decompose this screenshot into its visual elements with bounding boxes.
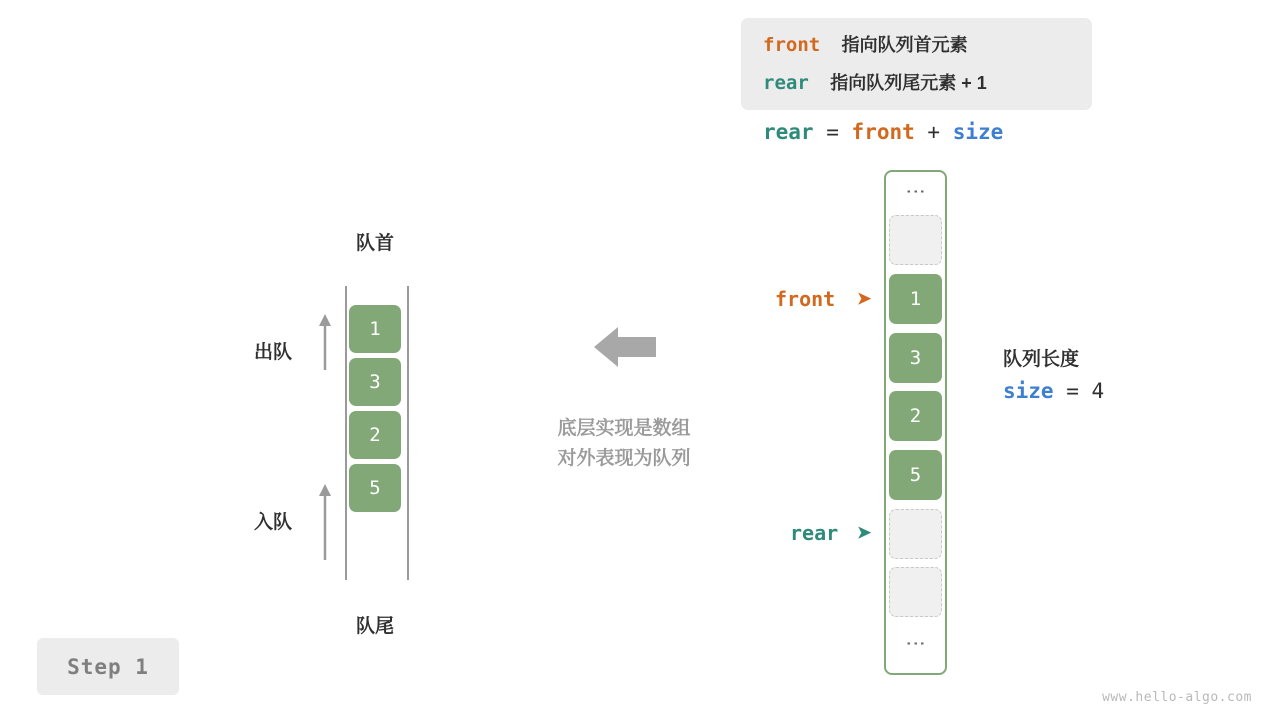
rear-pointer-label: rear xyxy=(790,521,839,545)
queue-cell: 3 xyxy=(349,358,401,406)
array-cell: 3 xyxy=(889,333,942,383)
formula-equals: = xyxy=(826,120,839,144)
formula-size: size xyxy=(952,120,1004,144)
watermark: www.hello-algo.com xyxy=(1102,690,1252,705)
array-bottom-ellipsis xyxy=(889,624,942,664)
dequeue-label: 出队 xyxy=(254,342,293,363)
dequeue-arrow-icon xyxy=(314,314,336,370)
rear-description-text: 指向队列尾元素 + 1 xyxy=(830,73,987,93)
middle-caption-line2: 对外表现为队列 xyxy=(557,448,691,469)
enqueue-arrow-icon xyxy=(314,484,336,560)
queue-tail-label: 队尾 xyxy=(355,616,394,637)
queue-length-caption: 队列长度 xyxy=(1003,349,1080,370)
array-top-ellipsis xyxy=(889,172,942,212)
formula-plus: + xyxy=(927,120,941,144)
array-cell: 2 xyxy=(889,391,942,441)
queue-rail-right xyxy=(407,286,409,580)
queue-cell: 2 xyxy=(349,411,401,459)
queue-cell: 5 xyxy=(349,464,401,512)
queue-cell: 1 xyxy=(349,305,401,353)
rear-token: rear xyxy=(763,72,809,94)
front-token: front xyxy=(763,34,821,56)
size-value: 4 xyxy=(1091,379,1105,403)
step-badge: Step 1 xyxy=(37,638,179,695)
formula-rear: rear xyxy=(763,120,814,144)
front-description-text: 指向队列首元素 xyxy=(841,35,968,55)
array-cell: 1 xyxy=(889,274,942,324)
formula-front: front xyxy=(851,120,915,144)
left-arrow-icon xyxy=(594,323,656,371)
middle-caption-line1: 底层实现是数组 xyxy=(557,418,691,439)
size-formula xyxy=(1003,379,1104,403)
array-bottom-ellipsis-glyph: ⋮ xyxy=(904,633,926,655)
array-cell: 5 xyxy=(889,450,942,500)
array-top-ellipsis-glyph: ⋮ xyxy=(904,181,926,203)
rear-pointer-arrow-icon: ➤ xyxy=(857,523,872,542)
front-description xyxy=(763,31,968,57)
front-pointer-arrow-icon: ➤ xyxy=(857,289,872,308)
rear-formula xyxy=(763,120,1003,144)
array-cell xyxy=(889,509,942,559)
queue-rail-left xyxy=(345,286,347,580)
size-equals: = xyxy=(1066,379,1079,403)
array-cell xyxy=(889,567,942,617)
queue-head-label: 队首 xyxy=(355,233,394,254)
size-token: size xyxy=(1003,379,1054,403)
middle-caption xyxy=(508,414,740,474)
front-pointer-label: front xyxy=(775,287,836,311)
rear-description xyxy=(763,69,987,95)
array-cell xyxy=(889,215,942,265)
enqueue-label: 入队 xyxy=(254,512,293,533)
